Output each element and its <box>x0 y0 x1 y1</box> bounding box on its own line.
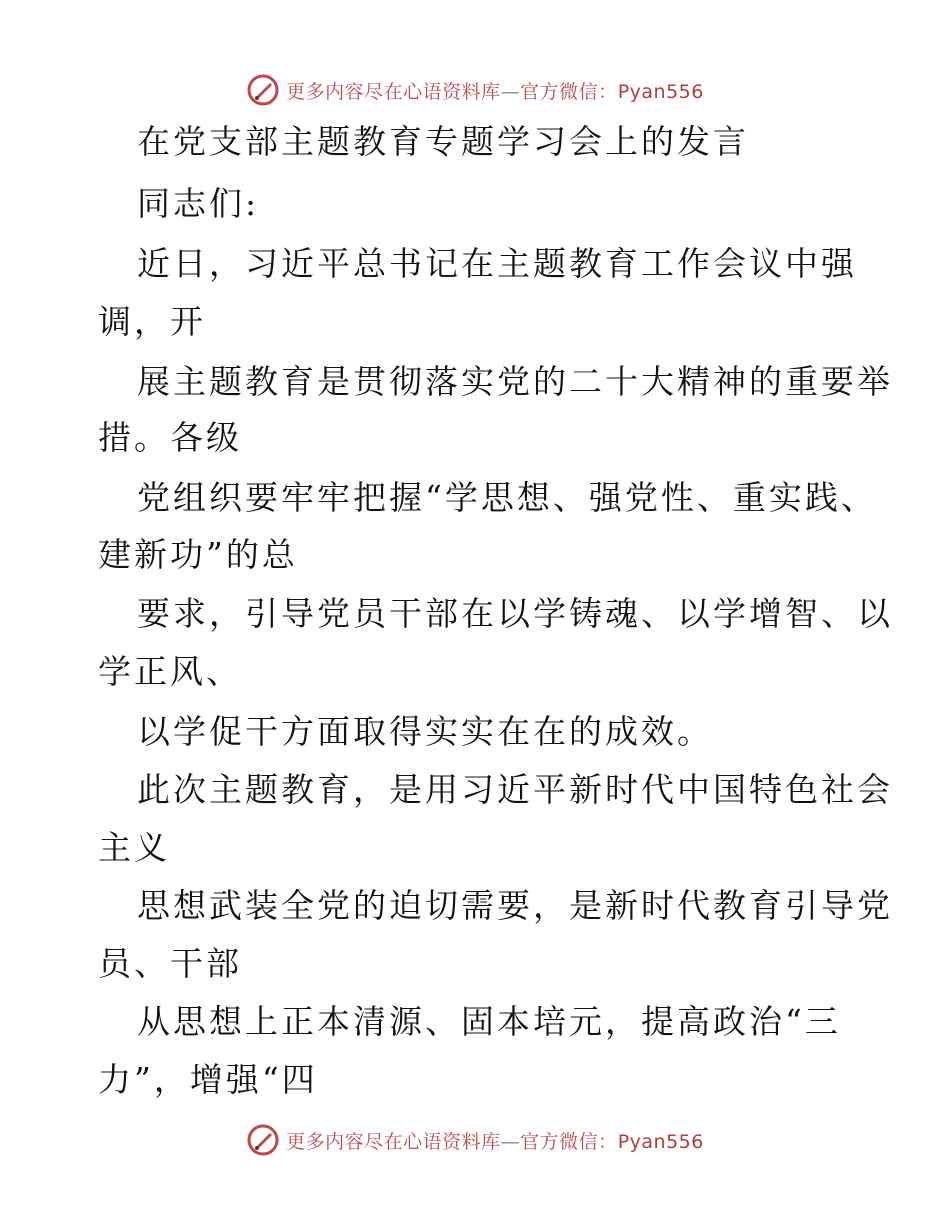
watermark-text: 更多内容尽在心语资料库—官方微信：Pyan556 <box>286 80 704 103</box>
text-line: 同志们: <box>137 184 260 223</box>
text-line: 近日，习近平总书记在主题教育工作会议中强 <box>137 244 857 283</box>
text-line: 调，开 <box>98 302 206 341</box>
text-line: 从思想上正本清源、固本培元，提高政治“三 <box>137 1002 841 1041</box>
watermark-header <box>0 70 950 110</box>
pen-logo-icon <box>246 1123 280 1157</box>
watermark-footer <box>0 1120 950 1160</box>
text-line: 学正风、 <box>98 652 242 691</box>
text-line: 力”，增强“四 <box>98 1060 318 1099</box>
text-line: 此次主题教育，是用习近平新时代中国特色社会 <box>137 770 893 809</box>
text-line: 党组织要牢牢把握“学思想、强党性、重实践、 <box>137 478 877 517</box>
text-line: 建新功”的总 <box>98 535 298 574</box>
document-title: 在党支部主题教育专题学习会上的发言 <box>137 122 749 161</box>
text-line: 员、干部 <box>98 944 242 983</box>
text-line: 措。各级 <box>98 418 242 457</box>
text-line: 思想武装全党的迫切需要，是新时代教育引导党 <box>137 886 893 925</box>
text-line: 展主题教育是贯彻落实党的二十大精神的重要举 <box>137 362 893 401</box>
text-line: 以学促干方面取得实实在在的成效。 <box>137 712 713 751</box>
watermark-text: 更多内容尽在心语资料库—官方微信：Pyan556 <box>286 1130 704 1153</box>
text-line: 主义 <box>98 828 170 867</box>
pen-logo-icon <box>246 73 280 107</box>
text-line: 要求，引导党员干部在以学铸魂、以学增智、以 <box>137 594 893 633</box>
